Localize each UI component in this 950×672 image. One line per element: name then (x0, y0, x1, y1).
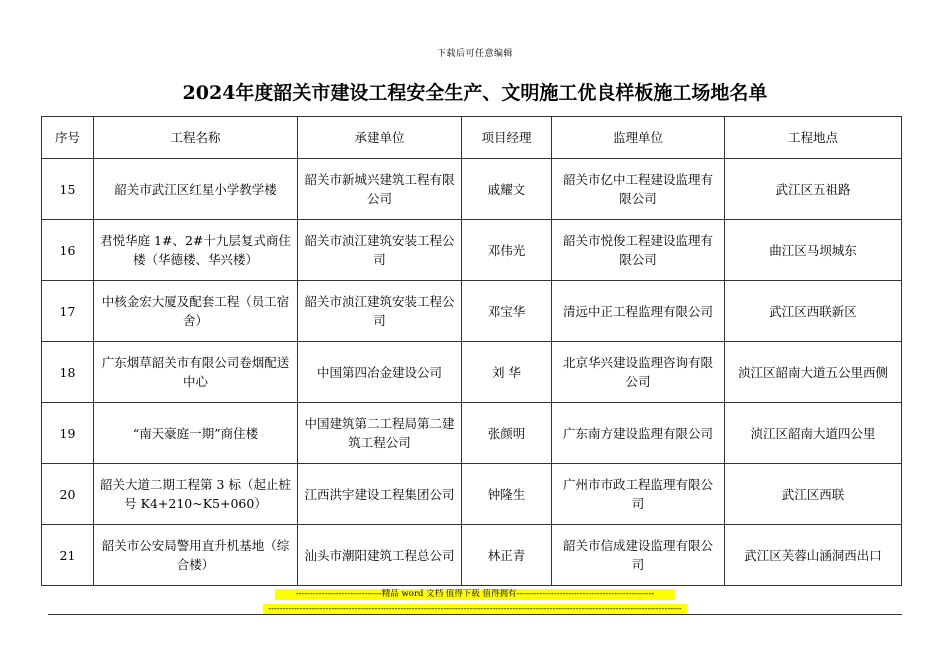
cell-supervisor: 韶关市亿中工程建设监理有限公司 (552, 159, 725, 220)
cell-project-manager: 邓伟光 (462, 220, 552, 281)
table-row (42, 525, 902, 586)
cell-contractor: 韶关市新城兴建筑工程有限公司 (298, 159, 462, 220)
cell-location: 浈江区韶南大道五公里西侧 (725, 342, 902, 403)
cell-supervisor: 广州市市政工程监理有限公司 (552, 464, 725, 525)
cell-project-name: 君悦华庭 1#、2#十九层复式商住楼（华德楼、华兴楼） (94, 220, 298, 281)
cell-index: 15 (42, 159, 94, 220)
cell-location: 武江区西联 (725, 464, 902, 525)
table-row (42, 159, 902, 220)
cell-index: 19 (42, 403, 94, 464)
header-index: 序号 (42, 117, 94, 159)
cell-project-manager: 钟隆生 (462, 464, 552, 525)
cell-contractor: 中国第四冶金建设公司 (298, 342, 462, 403)
header-supervisor: 监理单位 (552, 117, 725, 159)
cell-location: 曲江区马坝城东 (725, 220, 902, 281)
cell-contractor: 江西洪宇建设工程集团公司 (298, 464, 462, 525)
cell-contractor: 韶关市浈江建筑安装工程公司 (298, 281, 462, 342)
cell-project-name: 韶关市武江区红星小学教学楼 (94, 159, 298, 220)
cell-contractor: 韶关市浈江建筑安装工程公司 (298, 220, 462, 281)
cell-project-name: 广东烟草韶关市有限公司卷烟配送中心 (94, 342, 298, 403)
table-row (42, 342, 902, 403)
cell-project-manager: 张颜明 (462, 403, 552, 464)
table-row (42, 464, 902, 525)
document-title: 2024年度韶关市建设工程安全生产、文明施工优良样板施工场地名单 (182, 82, 768, 104)
cell-location: 浈江区韶南大道四公里 (725, 403, 902, 464)
table-row (42, 281, 902, 342)
table-row (42, 220, 902, 281)
table-row (42, 403, 902, 464)
cell-supervisor: 广东南方建设监理有限公司 (552, 403, 725, 464)
cell-project-name: 中核金宏大厦及配套工程（员工宿舍） (94, 281, 298, 342)
cell-location: 武江区五祖路 (725, 159, 902, 220)
cell-index: 16 (42, 220, 94, 281)
header-contractor: 承建单位 (298, 117, 462, 159)
cell-supervisor: 韶关市悦俊工程建设监理有限公司 (552, 220, 725, 281)
cell-location: 武江区西联新区 (725, 281, 902, 342)
cell-supervisor: 清远中正工程监理有限公司 (552, 281, 725, 342)
cell-project-manager: 刘 华 (462, 342, 552, 403)
cell-project-manager: 戚耀文 (462, 159, 552, 220)
cell-index: 18 (42, 342, 94, 403)
cell-project-manager: 邓宝华 (462, 281, 552, 342)
header-project-name: 工程名称 (94, 117, 298, 159)
cell-contractor: 中国建筑第二工程局第二建筑工程公司 (298, 403, 462, 464)
header-project-manager: 项目经理 (462, 117, 552, 159)
header-note: 下载后可任意编辑 (436, 49, 513, 59)
table-header-row (42, 117, 902, 159)
footer-line-promo: ------------------------------精品 word 文档 值得下载 值得拥有------------------------------------------------ (275, 589, 675, 600)
bottom-divider (48, 614, 902, 615)
cell-index: 20 (42, 464, 94, 525)
cell-supervisor: 韶关市信成建设监理有限公司 (552, 525, 725, 586)
cell-supervisor: 北京华兴建设监理咨询有限公司 (552, 342, 725, 403)
cell-project-manager: 林正青 (462, 525, 552, 586)
cell-project-name: 韶关市公安局警用直升机基地（综合楼） (94, 525, 298, 586)
cell-index: 17 (42, 281, 94, 342)
footer-line-dashes: ------------------------------------------------------------------------------------------------------------------------------------------------ (263, 604, 687, 615)
project-list-table (41, 116, 902, 586)
cell-index: 21 (42, 525, 94, 586)
cell-location: 武江区芙蓉山涵洞西出口 (725, 525, 902, 586)
header-location: 工程地点 (725, 117, 902, 159)
cell-contractor: 汕头市潮阳建筑工程总公司 (298, 525, 462, 586)
cell-project-name: 韶关大道二期工程第 3 标（起止桩号 K4+210~K5+060） (94, 464, 298, 525)
cell-project-name: “南天豪庭一期”商住楼 (94, 403, 298, 464)
